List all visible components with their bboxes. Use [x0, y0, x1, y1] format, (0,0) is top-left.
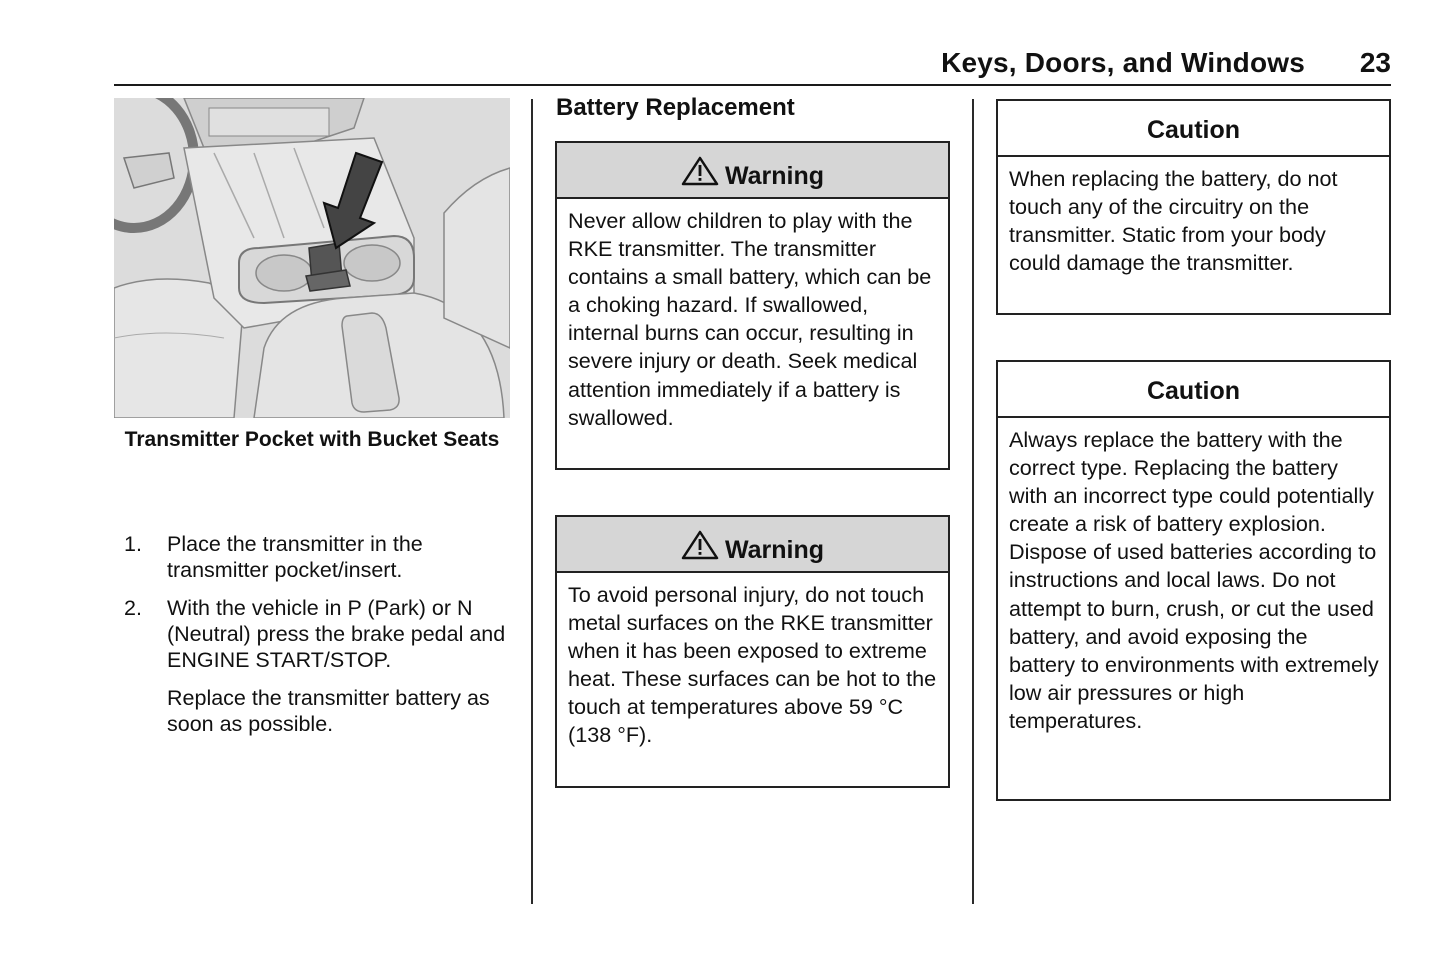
page-header	[114, 44, 1391, 86]
step-note: Replace the transmitter battery as soon as possible.	[167, 686, 490, 736]
caution-text: When replacing the battery, do not touch any of the circuitry on the transmitter. Static from your body could damage the transmitter.	[1009, 166, 1338, 276]
caution-text: Always replace the battery with the correct type. Replacing the battery with an incorrect type could potentially create a risk of battery explosion. Dispose of used batteries according to instructions and local laws. Do not attempt to burn, crush, or cut the used battery, and avoid exposing the battery to environments with extremely low air pressures or high temperatures.	[1009, 427, 1379, 733]
warning-header	[557, 517, 948, 573]
column-divider	[531, 99, 533, 904]
caution-header: Caution	[998, 101, 1389, 157]
caution-box	[996, 99, 1391, 315]
step-item	[124, 595, 514, 673]
console-illustration-icon	[114, 98, 510, 418]
figure-caption: Transmitter Pocket with Bucket Seats	[124, 428, 500, 451]
column-divider	[972, 99, 974, 904]
transmitter-pocket-illustration	[114, 98, 510, 418]
warning-box	[555, 515, 950, 788]
warning-title: Warning	[724, 162, 825, 190]
step-number: 2.	[124, 596, 142, 620]
warning-header	[557, 143, 948, 199]
warning-title: Warning	[724, 536, 825, 564]
warning-text: To avoid personal injury, do not touch metal surfaces on the RKE transmitter when it has been exposed to extreme heat. These surfaces can be hot to the touch at temperatures above 59 °C (138 °F).	[568, 582, 937, 748]
step-item	[124, 531, 514, 583]
chapter-title: Keys, Doors, and Windows	[941, 47, 1305, 78]
warning-triangle-icon	[681, 156, 719, 186]
caution-header: Caution	[998, 362, 1389, 418]
page-number: 23	[1359, 47, 1391, 78]
warning-box	[555, 141, 950, 470]
step-text: With the vehicle in P (Park) or N (Neutral) press the brake pedal and ENGINE START/STOP.	[167, 596, 506, 672]
warning-text: Never allow children to play with the RKE transmitter. The transmitter contains a small battery, which can be a choking hazard. If swallowed, internal burns can occur, resulting in severe injury or death. Seek medical attention immediately if a battery is swallowed.	[568, 208, 932, 430]
caution-box	[996, 360, 1391, 801]
instruction-steps	[124, 531, 514, 737]
step-text: Place the transmitter in the transmitter pocket/insert.	[167, 532, 423, 582]
section-title: Battery Replacement	[556, 94, 795, 121]
warning-triangle-icon	[681, 530, 719, 560]
step-number: 1.	[124, 532, 142, 556]
